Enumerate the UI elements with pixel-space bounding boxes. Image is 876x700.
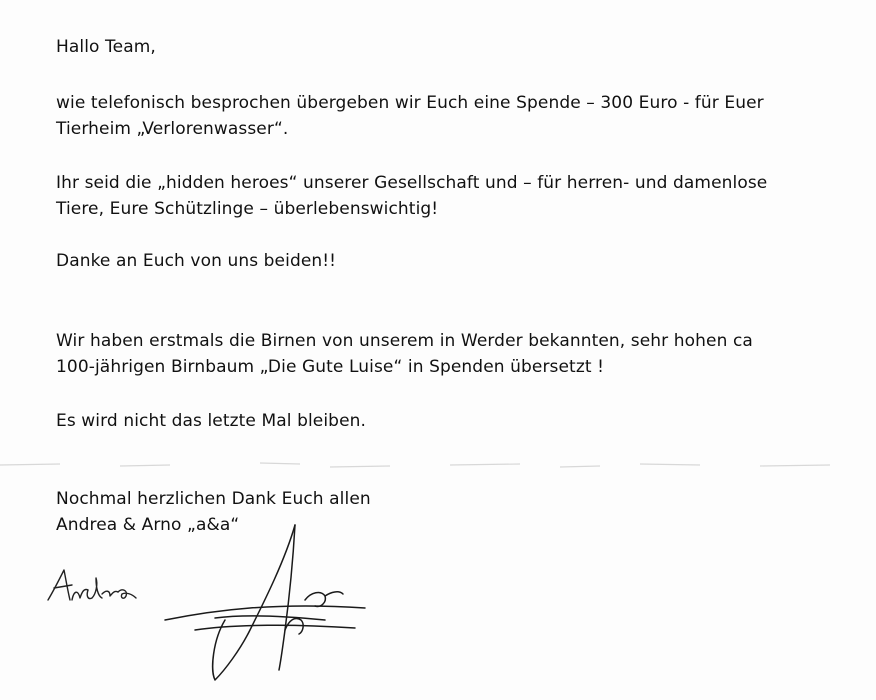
paragraph-4-line-1: Wir haben erstmals die Birnen von unserem in Werder bekannten, sehr hohen ca: [56, 331, 753, 351]
arno-signature: [155, 520, 370, 690]
paragraph-2-line-1: Ihr seid die „hidden heroes“ unserer Gesellschaft und – für herren- und damenlose: [56, 173, 768, 193]
closing-line-1: Nochmal herzlichen Dank Euch allen: [56, 489, 371, 509]
paragraph-3: Danke an Euch von uns beiden!!: [56, 251, 337, 271]
scan-fold-noise: [0, 455, 876, 475]
greeting: Hallo Team,: [56, 37, 156, 57]
paragraph-4-line-2: 100-jährigen Birnbaum „Die Gute Luise“ in Spenden übersetzt !: [56, 357, 605, 377]
closing-line-2: Andrea & Arno „a&a“: [56, 515, 240, 535]
paragraph-2-line-2: Tiere, Eure Schützlinge – überlebenswichtig!: [56, 199, 439, 219]
andrea-signature: [40, 560, 150, 610]
paragraph-1-line-2: Tierheim „Verlorenwasser“.: [56, 119, 289, 139]
paragraph-1-line-1: wie telefonisch besprochen übergeben wir Euch eine Spende – 300 Euro - für Euer: [56, 93, 764, 113]
paragraph-5: Es wird nicht das letzte Mal bleiben.: [56, 411, 367, 431]
